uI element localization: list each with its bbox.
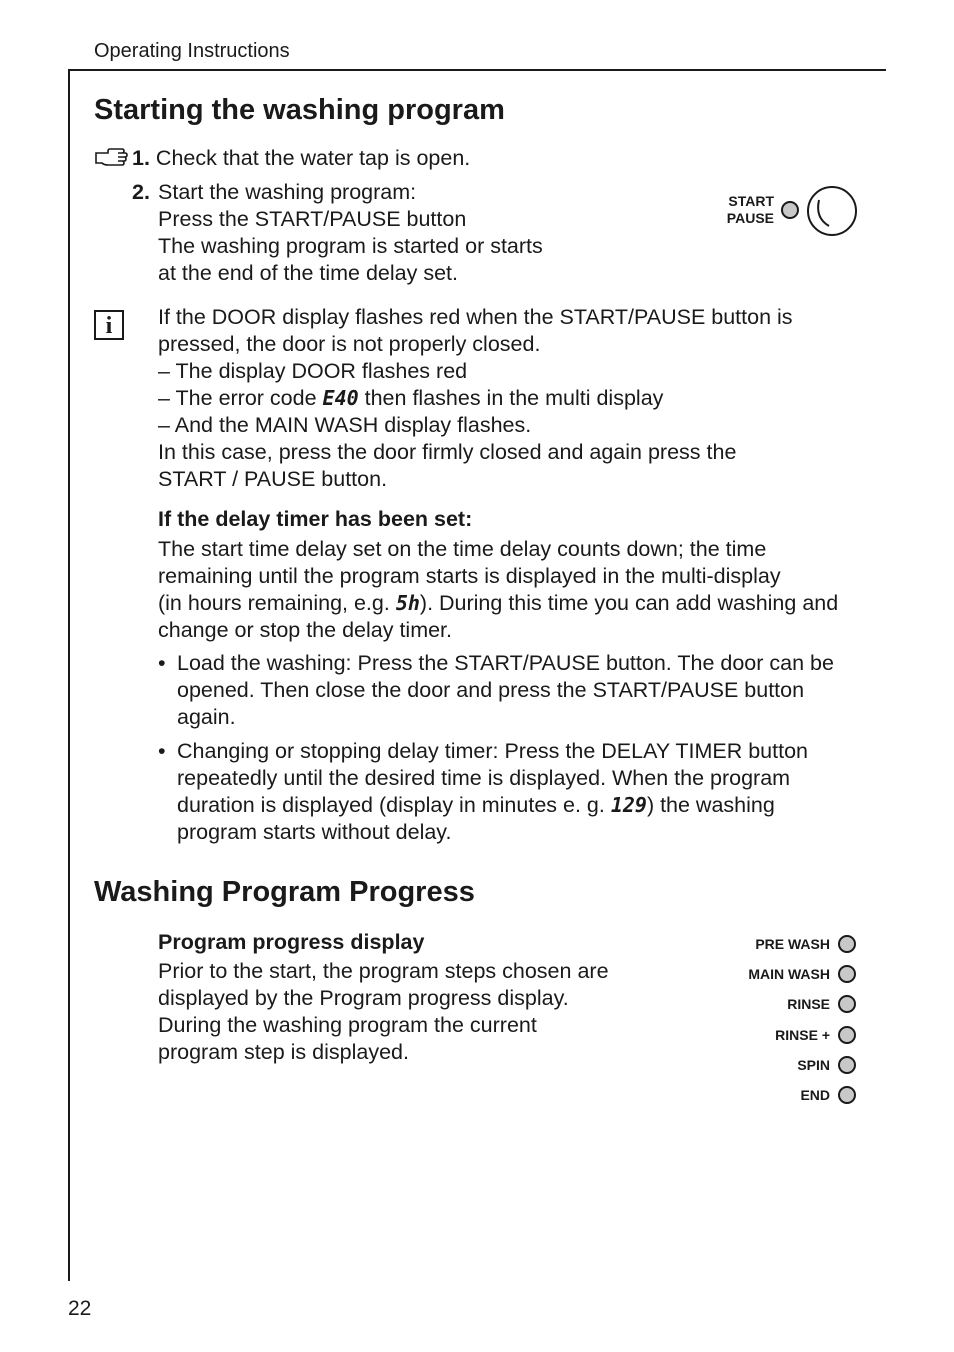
note-line: – And the MAIN WASH display flashes. xyxy=(158,413,532,437)
indicator-light xyxy=(838,965,856,983)
hours-display-example: 5h xyxy=(395,591,420,615)
indicator-light xyxy=(838,1086,856,1104)
step-1 xyxy=(132,145,470,172)
note-line: In this case, press the door firmly closed and again press the xyxy=(158,440,737,464)
bullet-line: repeatedly until the desired time is displayed. When the program xyxy=(177,766,791,790)
bullet-text: duration is displayed (display in minutes e. g. xyxy=(177,793,611,817)
bullet-line: • Load the washing: Press the START/PAUSE button. The door can be xyxy=(177,651,834,675)
progress-subheading: Program progress display xyxy=(158,930,425,954)
delay-line: change or stop the delay timer. xyxy=(158,618,453,642)
delay-timer-bullets xyxy=(158,650,858,846)
pointing-hand-icon xyxy=(94,147,128,169)
pause-label: PAUSE xyxy=(726,210,774,226)
step-2-line: Press the START/PAUSE button xyxy=(158,207,467,231)
start-label: START xyxy=(728,193,774,209)
indicator-spin xyxy=(797,1055,856,1075)
progress-line: program step is displayed. xyxy=(158,1040,409,1064)
error-code-display: E40 xyxy=(322,386,359,410)
step-2-line: Start the washing program: xyxy=(158,180,417,204)
step-2-number: 2. xyxy=(132,180,150,204)
delay-line-example xyxy=(158,590,868,617)
indicator-light xyxy=(838,1056,856,1074)
indicator-light xyxy=(838,935,856,953)
start-pause-label xyxy=(716,193,774,227)
margin-rule xyxy=(68,69,70,1281)
progress-line: During the washing program the current xyxy=(158,1013,537,1037)
progress-description xyxy=(158,958,638,1066)
bullet-change-delay xyxy=(158,738,858,846)
door-warning-note xyxy=(158,304,858,493)
indicator-rinse xyxy=(787,994,856,1014)
note-line: – The display DOOR flashes red xyxy=(158,359,468,383)
delay-line: The start time delay set on the time delay counts down; the time xyxy=(158,537,767,561)
note-line: pressed, the door is not properly closed. xyxy=(158,332,541,356)
step-2-text xyxy=(158,179,543,287)
start-pause-indicator-light xyxy=(781,201,799,219)
indicator-light xyxy=(838,995,856,1013)
step-1-number: 1. xyxy=(132,146,150,170)
bullet-text: ) the washing xyxy=(646,793,775,817)
note-text: – The error code xyxy=(158,386,323,410)
note-text: then flashes in the multi display xyxy=(358,386,664,410)
note-line: If the DOOR display flashes red when the START/PAUSE button is xyxy=(158,305,793,329)
indicator-label: RINSE + xyxy=(775,1027,830,1043)
section-title-starting: Starting the washing program xyxy=(94,94,505,126)
delay-text: (in hours remaining, e.g. xyxy=(158,591,396,615)
indicator-end xyxy=(800,1085,856,1105)
note-line-error-code xyxy=(158,385,858,412)
minutes-display-example: 129 xyxy=(610,793,647,817)
step-1-text: Check that the water tap is open. xyxy=(155,146,471,170)
bullet-line: again. xyxy=(177,705,236,729)
step-2-line: The washing program is started or starts xyxy=(158,234,543,258)
note-line: START / PAUSE button. xyxy=(158,467,388,491)
header-rule xyxy=(68,69,886,71)
start-pause-knob-icon xyxy=(805,184,859,238)
step-2-line: at the end of the time delay set. xyxy=(158,261,458,285)
indicator-label: END xyxy=(800,1087,830,1103)
delay-timer-text xyxy=(158,536,868,644)
running-header: Operating Instructions xyxy=(94,40,290,62)
indicator-rinse-plus xyxy=(775,1025,856,1045)
progress-line: displayed by the Program progress display. xyxy=(158,986,569,1010)
delay-text: ). During this time you can add washing and xyxy=(419,591,839,615)
bullet-line: program starts without delay. xyxy=(177,820,452,844)
section-title-progress: Washing Program Progress xyxy=(94,876,475,908)
bullet-line-example xyxy=(177,792,858,819)
bullet-line: opened. Then close the door and press the START/PAUSE button xyxy=(177,678,805,702)
indicator-label: SPIN xyxy=(797,1057,830,1073)
bullet-load-washing xyxy=(158,650,858,731)
indicator-main-wash xyxy=(748,964,856,984)
indicator-label: RINSE xyxy=(787,996,830,1012)
indicator-pre-wash xyxy=(755,934,856,954)
progress-line: Prior to the start, the program steps chosen are xyxy=(158,959,609,983)
delay-line: remaining until the program starts is displayed in the multi-display xyxy=(158,564,781,588)
indicator-label: MAIN WASH xyxy=(748,966,830,982)
delay-timer-heading: If the delay timer has been set: xyxy=(158,507,473,531)
indicator-label: PRE WASH xyxy=(755,936,830,952)
indicator-light xyxy=(838,1026,856,1044)
page-number: 22 xyxy=(68,1297,92,1320)
bullet-line: • Changing or stopping delay timer: Press the DELAY TIMER button xyxy=(177,739,808,763)
info-icon: i xyxy=(94,310,124,340)
